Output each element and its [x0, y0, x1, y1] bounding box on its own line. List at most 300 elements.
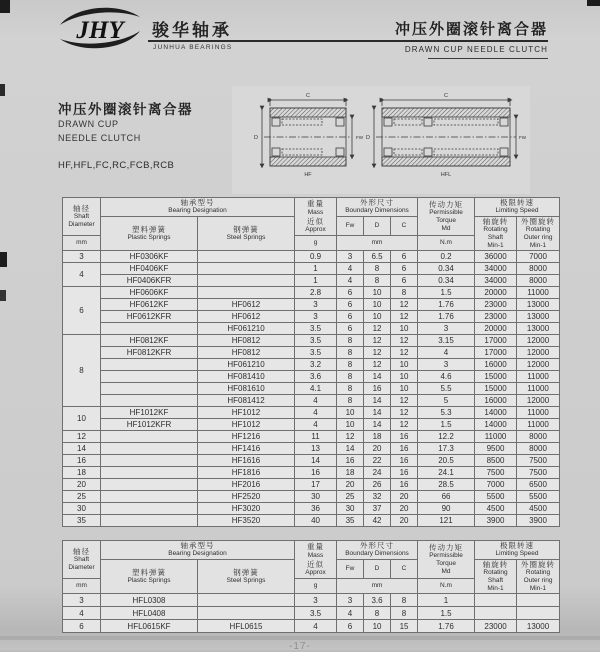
- cell-torque: 5: [418, 395, 475, 407]
- cell-rotating-outer-speed: 12000: [517, 359, 560, 371]
- spec-row: [63, 479, 560, 491]
- spec-row: [63, 251, 560, 263]
- cell-torque: 3.15: [418, 335, 475, 347]
- cell-d: 10: [364, 311, 391, 323]
- series-list: HF,HFL,FC,RC,FCB,RCB: [58, 160, 175, 171]
- cell-plastic-designation: HF0612KFR: [101, 311, 198, 323]
- drawing-label-hfl: HFL: [440, 172, 452, 178]
- page-bottom-edge: [0, 636, 600, 640]
- cell-mass: 3.5: [295, 347, 337, 359]
- cell-shaft-diameter: 4: [63, 263, 101, 287]
- cell-mass: 4: [295, 407, 337, 419]
- col-fw: Fw: [337, 216, 364, 236]
- cell-rotating-outer-speed: 11000: [517, 287, 560, 299]
- cell-rotating-shaft-speed: 14000: [475, 407, 517, 419]
- unit-nm: N.m: [418, 236, 475, 251]
- table-header: [63, 541, 560, 594]
- cell-plastic-designation: HF1012KF: [101, 407, 198, 419]
- dim-fw-label: FW: [519, 135, 526, 140]
- col-steel-springs: 钢弹簧 Steel Springs: [198, 559, 295, 594]
- cell-d: 8: [364, 263, 391, 275]
- cell-rotating-outer-speed: 8000: [517, 263, 560, 275]
- cell-rotating-shaft-speed: 34000: [475, 263, 517, 275]
- cell-steel-designation: HF061210: [198, 323, 295, 335]
- cell-rotating-outer-speed: 8000: [517, 431, 560, 443]
- cell-rotating-outer-speed: 11000: [517, 371, 560, 383]
- cell-d: 14: [364, 407, 391, 419]
- cell-torque: 1.76: [418, 311, 475, 323]
- cell-plastic-designation: [101, 515, 198, 527]
- cell-rotating-shaft-speed: 11000: [475, 431, 517, 443]
- cell-fw: 6: [337, 287, 364, 299]
- spec-row: [63, 419, 560, 431]
- col-mass: 重量 Mass 近似 Approx: [295, 541, 337, 579]
- logo-text: JHY: [76, 17, 124, 44]
- cell-fw: 6: [337, 323, 364, 335]
- cell-torque: 90: [418, 503, 475, 515]
- cell-rotating-shaft-speed: 8500: [475, 455, 517, 467]
- cell-rotating-outer-speed: 11000: [517, 407, 560, 419]
- unit-mm: mm: [63, 579, 101, 594]
- cell-c: 20: [391, 515, 418, 527]
- cell-c: 16: [391, 467, 418, 479]
- brand-name-cn: 骏华轴承: [152, 21, 232, 40]
- cell-d: 12: [364, 347, 391, 359]
- cell-mass: 4: [295, 419, 337, 431]
- cell-rotating-shaft-speed: 36000: [475, 251, 517, 263]
- cell-d: 37: [364, 503, 391, 515]
- cell-c: 6: [391, 275, 418, 287]
- dim-c-label: C: [306, 93, 310, 99]
- cell-c: 10: [391, 371, 418, 383]
- cell-fw: 30: [337, 503, 364, 515]
- cell-rotating-shaft-speed: [475, 594, 517, 607]
- cell-torque: 4.6: [418, 371, 475, 383]
- page-number: -17-: [289, 641, 311, 652]
- unit-mm: mm: [337, 579, 418, 594]
- cell-d: 10: [364, 620, 391, 633]
- cell-steel-designation: HF081410: [198, 371, 295, 383]
- cell-c: 20: [391, 503, 418, 515]
- cell-fw: 6: [337, 311, 364, 323]
- col-rotating-shaft: 轴旋转 Rotating Shaft Min-1: [475, 216, 517, 251]
- cell-plastic-designation: HFL0408: [101, 607, 198, 620]
- cell-plastic-designation: [101, 431, 198, 443]
- cell-mass: 4.1: [295, 383, 337, 395]
- cell-rotating-shaft-speed: 15000: [475, 371, 517, 383]
- cell-fw: 8: [337, 359, 364, 371]
- cell-plastic-designation: HF0406KFR: [101, 275, 198, 287]
- cell-torque: 1.5: [418, 287, 475, 299]
- col-boundary-dimensions: 外形尺寸 Boundary Dimensions: [337, 198, 418, 217]
- col-rotating-outer-ring: 外圈旋转 Rotating Outer ring Min-1: [517, 559, 560, 594]
- cell-mass: 16: [295, 467, 337, 479]
- col-mass: 重量 Mass 近似 Approx: [295, 198, 337, 236]
- cell-rotating-shaft-speed: 16000: [475, 359, 517, 371]
- cell-c: 6: [391, 251, 418, 263]
- cell-c: 8: [391, 607, 418, 620]
- section-title-cn: 冲压外圈滚针离合器: [58, 102, 193, 117]
- col-fw: Fw: [337, 559, 364, 579]
- cell-c: 12: [391, 419, 418, 431]
- col-shaft-diameter: 轴径 Shaft Diameter: [63, 198, 101, 236]
- cell-rotating-outer-speed: 3900: [517, 515, 560, 527]
- cell-shaft-diameter: 6: [63, 287, 101, 335]
- spec-row: [63, 311, 560, 323]
- cell-steel-designation: [198, 607, 295, 620]
- cell-mass: 3.5: [295, 323, 337, 335]
- cell-c: 12: [391, 299, 418, 311]
- cell-torque: 4: [418, 347, 475, 359]
- section-title-en2: NEEDLE CLUTCH: [58, 133, 141, 143]
- cell-plastic-designation: HF0812KFR: [101, 347, 198, 359]
- cell-fw: 3: [337, 594, 364, 607]
- cell-mass: 4: [295, 620, 337, 633]
- cell-mass: 36: [295, 503, 337, 515]
- cell-plastic-designation: HF0406KF: [101, 263, 198, 275]
- cell-plastic-designation: HF0306KF: [101, 251, 198, 263]
- col-steel-springs: 钢弹簧 Steel Springs: [198, 216, 295, 251]
- spec-row: [63, 299, 560, 311]
- col-limiting-speed: 极限转速 Limiting Speed: [475, 541, 560, 560]
- col-boundary-dimensions: 外形尺寸 Boundary Dimensions: [337, 541, 418, 560]
- cell-rotating-outer-speed: 12000: [517, 335, 560, 347]
- section-title-en1: DRAWN CUP: [58, 119, 119, 129]
- cell-mass: 3: [295, 311, 337, 323]
- cell-rotating-shaft-speed: 14000: [475, 419, 517, 431]
- cell-d: 24: [364, 467, 391, 479]
- cell-steel-designation: HF2016: [198, 479, 295, 491]
- cell-rotating-outer-speed: 7500: [517, 455, 560, 467]
- cell-plastic-designation: HF0612KF: [101, 299, 198, 311]
- col-c: C: [391, 559, 418, 579]
- cell-steel-designation: HF1216: [198, 431, 295, 443]
- spec-row: [63, 515, 560, 527]
- cell-rotating-shaft-speed: 4500: [475, 503, 517, 515]
- cell-fw: 3: [337, 251, 364, 263]
- cell-steel-designation: HF081610: [198, 383, 295, 395]
- cell-d: 42: [364, 515, 391, 527]
- cell-torque: 1.5: [418, 419, 475, 431]
- col-permissible-torque: 传动力矩 Permissible Torque Md: [418, 541, 475, 579]
- dim-c-label: C: [444, 93, 448, 99]
- cell-rotating-outer-speed: 8000: [517, 275, 560, 287]
- spec-row: [63, 407, 560, 419]
- cell-rotating-shaft-speed: 23000: [475, 299, 517, 311]
- cell-plastic-designation: HFL0615KF: [101, 620, 198, 633]
- cell-mass: 3: [295, 299, 337, 311]
- cell-fw: 8: [337, 371, 364, 383]
- cell-d: 12: [364, 335, 391, 347]
- cell-d: 8: [364, 275, 391, 287]
- dim-fw-label: FW: [356, 135, 363, 140]
- cell-steel-designation: HF1416: [198, 443, 295, 455]
- cell-c: 12: [391, 407, 418, 419]
- cell-shaft-diameter: 14: [63, 443, 101, 455]
- cell-fw: 18: [337, 467, 364, 479]
- cell-mass: 14: [295, 455, 337, 467]
- cell-c: 10: [391, 383, 418, 395]
- spec-row: [63, 275, 560, 287]
- cell-c: 12: [391, 395, 418, 407]
- spec-row: [63, 287, 560, 299]
- cell-fw: 16: [337, 455, 364, 467]
- cell-rotating-outer-speed: 12000: [517, 347, 560, 359]
- cell-plastic-designation: [101, 443, 198, 455]
- cell-torque: 28.5: [418, 479, 475, 491]
- cell-fw: 8: [337, 395, 364, 407]
- cell-c: 12: [391, 347, 418, 359]
- cell-mass: 1: [295, 275, 337, 287]
- col-plastic-springs: 塑料弹簧 Plastic Springs: [101, 216, 198, 251]
- cell-d: 12: [364, 359, 391, 371]
- cell-steel-designation: [198, 263, 295, 275]
- cell-d: 3.6: [364, 594, 391, 607]
- cell-torque: 5.3: [418, 407, 475, 419]
- cell-rotating-shaft-speed: 17000: [475, 335, 517, 347]
- cell-torque: 121: [418, 515, 475, 527]
- cell-steel-designation: [198, 594, 295, 607]
- cell-torque: 0.34: [418, 275, 475, 287]
- unit-g: g: [295, 236, 337, 251]
- cell-rotating-shaft-speed: 9500: [475, 443, 517, 455]
- cell-rotating-outer-speed: 7000: [517, 251, 560, 263]
- cell-d: 22: [364, 455, 391, 467]
- cell-torque: 17.3: [418, 443, 475, 455]
- cell-shaft-diameter: 25: [63, 491, 101, 503]
- col-bearing-designation: 轴承型号 Bearing Designation: [101, 198, 295, 217]
- cell-steel-designation: HF0612: [198, 299, 295, 311]
- cell-shaft-diameter: 30: [63, 503, 101, 515]
- cell-shaft-diameter: 6: [63, 620, 101, 633]
- cell-shaft-diameter: 8: [63, 335, 101, 407]
- cell-c: 15: [391, 620, 418, 633]
- cell-shaft-diameter: 10: [63, 407, 101, 431]
- col-rotating-shaft: 轴旋转 Rotating Shaft Min-1: [475, 559, 517, 594]
- cell-rotating-outer-speed: 6500: [517, 479, 560, 491]
- cell-rotating-outer-speed: 12000: [517, 395, 560, 407]
- cell-plastic-designation: HF0606KF: [101, 287, 198, 299]
- cell-fw: 12: [337, 431, 364, 443]
- cell-rotating-shaft-speed: 17000: [475, 347, 517, 359]
- cell-mass: 3.6: [295, 371, 337, 383]
- spec-row: [63, 323, 560, 335]
- cell-c: 8: [391, 287, 418, 299]
- cell-mass: 4: [295, 395, 337, 407]
- spec-row: [63, 620, 560, 633]
- cell-mass: 40: [295, 515, 337, 527]
- cell-steel-designation: HF1816: [198, 467, 295, 479]
- cell-steel-designation: [198, 287, 295, 299]
- cell-steel-designation: [198, 275, 295, 287]
- cell-fw: 10: [337, 407, 364, 419]
- cell-c: 12: [391, 335, 418, 347]
- cell-fw: 6: [337, 299, 364, 311]
- cell-rotating-shaft-speed: 5500: [475, 491, 517, 503]
- cell-rotating-shaft-speed: 23000: [475, 620, 517, 633]
- cell-plastic-designation: HFL0308: [101, 594, 198, 607]
- scan-artifact: [0, 0, 10, 13]
- cell-plastic-designation: [101, 503, 198, 515]
- cell-plastic-designation: [101, 395, 198, 407]
- cell-plastic-designation: [101, 479, 198, 491]
- cell-steel-designation: HF1012: [198, 407, 295, 419]
- cell-steel-designation: HF0812: [198, 335, 295, 347]
- spec-row: [63, 359, 560, 371]
- cell-shaft-diameter: 12: [63, 431, 101, 443]
- cell-steel-designation: HF3020: [198, 503, 295, 515]
- scan-artifact: [0, 290, 6, 301]
- cell-torque: 1.76: [418, 620, 475, 633]
- cell-shaft-diameter: 16: [63, 455, 101, 467]
- cell-mass: 11: [295, 431, 337, 443]
- cell-mass: 13: [295, 443, 337, 455]
- spec-row: [63, 467, 560, 479]
- brand-name-en: JUNHUA BEARINGS: [153, 44, 233, 51]
- col-permissible-torque: 传动力矩 Permissible Torque Md: [418, 198, 475, 236]
- cell-fw: 6: [337, 620, 364, 633]
- product-title-en: DRAWN CUP NEEDLE CLUTCH: [404, 45, 548, 54]
- cell-d: 10: [364, 287, 391, 299]
- cell-rotating-outer-speed: 5500: [517, 491, 560, 503]
- col-limiting-speed: 极限转速 Limiting Speed: [475, 198, 560, 217]
- cell-c: 10: [391, 359, 418, 371]
- cell-plastic-designation: HF1012KFR: [101, 419, 198, 431]
- cell-d: 8: [364, 607, 391, 620]
- cell-d: 14: [364, 371, 391, 383]
- spec-row: [63, 335, 560, 347]
- cell-d: 6.5: [364, 251, 391, 263]
- cell-rotating-outer-speed: 13000: [517, 299, 560, 311]
- cell-mass: 0.9: [295, 251, 337, 263]
- hfl-spec-table: [62, 540, 560, 633]
- cell-d: 26: [364, 479, 391, 491]
- col-d: D: [364, 216, 391, 236]
- cell-steel-designation: HF1616: [198, 455, 295, 467]
- scan-artifact: [0, 252, 7, 267]
- product-title-cn: 冲压外圈滚针离合器: [394, 21, 548, 38]
- cell-fw: 25: [337, 491, 364, 503]
- cell-mass: 3.2: [295, 359, 337, 371]
- col-shaft-diameter: 轴径 Shaft Diameter: [63, 541, 101, 579]
- cell-rotating-outer-speed: 13000: [517, 323, 560, 335]
- cell-torque: 1.5: [418, 607, 475, 620]
- cell-steel-designation: HF3520: [198, 515, 295, 527]
- cell-mass: 17: [295, 479, 337, 491]
- hf-spec-table: [62, 197, 560, 527]
- cell-shaft-diameter: 3: [63, 251, 101, 263]
- cell-rotating-outer-speed: [517, 607, 560, 620]
- cell-c: 10: [391, 323, 418, 335]
- cross-section-drawings: [232, 86, 530, 194]
- unit-nm: N.m: [418, 579, 475, 594]
- drawing-label-hf: HF: [304, 172, 312, 178]
- cell-d: 16: [364, 383, 391, 395]
- col-bearing-designation: 轴承型号 Bearing Designation: [101, 541, 295, 560]
- cell-rotating-outer-speed: [517, 594, 560, 607]
- cell-steel-designation: HF0812: [198, 347, 295, 359]
- col-d: D: [364, 559, 391, 579]
- cell-fw: 20: [337, 479, 364, 491]
- cell-d: 12: [364, 323, 391, 335]
- col-c: C: [391, 216, 418, 236]
- technical-drawing-panel: [232, 86, 530, 194]
- cell-fw: 4: [337, 275, 364, 287]
- cell-rotating-shaft-speed: 3900: [475, 515, 517, 527]
- cell-torque: 1: [418, 594, 475, 607]
- cell-plastic-designation: [101, 371, 198, 383]
- cell-plastic-designation: [101, 359, 198, 371]
- cell-rotating-outer-speed: 13000: [517, 620, 560, 633]
- cell-rotating-shaft-speed: 34000: [475, 275, 517, 287]
- spec-row: [63, 491, 560, 503]
- cell-rotating-outer-speed: 8000: [517, 443, 560, 455]
- cell-mass: 3.5: [295, 607, 337, 620]
- spec-row: [63, 443, 560, 455]
- cell-steel-designation: [198, 251, 295, 263]
- dim-d-label: D: [254, 135, 258, 141]
- cell-rotating-shaft-speed: 20000: [475, 323, 517, 335]
- cell-c: 6: [391, 263, 418, 275]
- cell-c: 20: [391, 491, 418, 503]
- cell-fw: 8: [337, 383, 364, 395]
- cell-torque: 66: [418, 491, 475, 503]
- cell-rotating-outer-speed: 13000: [517, 311, 560, 323]
- header-divider: [148, 40, 548, 42]
- cell-steel-designation: HF081412: [198, 395, 295, 407]
- cell-rotating-outer-speed: 11000: [517, 419, 560, 431]
- cell-plastic-designation: [101, 323, 198, 335]
- cell-c: 16: [391, 431, 418, 443]
- cell-fw: 10: [337, 419, 364, 431]
- cell-rotating-shaft-speed: [475, 607, 517, 620]
- cell-fw: 4: [337, 263, 364, 275]
- spec-row: [63, 503, 560, 515]
- cell-rotating-outer-speed: 7500: [517, 467, 560, 479]
- cell-rotating-shaft-speed: 15000: [475, 383, 517, 395]
- cell-fw: 8: [337, 347, 364, 359]
- table-header: [63, 198, 560, 251]
- scan-artifact: [587, 0, 600, 6]
- dim-d-label: D: [366, 135, 370, 141]
- cell-torque: 3: [418, 323, 475, 335]
- cell-mass: 1: [295, 263, 337, 275]
- cell-d: 32: [364, 491, 391, 503]
- cell-steel-designation: HF0612: [198, 311, 295, 323]
- col-rotating-outer-ring: 外圈旋转 Rotating Outer ring Min-1: [517, 216, 560, 251]
- cell-torque: 0.2: [418, 251, 475, 263]
- spec-row: [63, 431, 560, 443]
- cell-shaft-diameter: 3: [63, 594, 101, 607]
- cell-c: 16: [391, 443, 418, 455]
- cell-steel-designation: HF2520: [198, 491, 295, 503]
- cell-fw: 8: [337, 335, 364, 347]
- cell-rotating-shaft-speed: 20000: [475, 287, 517, 299]
- cell-rotating-shaft-speed: 7500: [475, 467, 517, 479]
- cell-c: 16: [391, 455, 418, 467]
- spec-row: [63, 607, 560, 620]
- cell-mass: 3.5: [295, 335, 337, 347]
- cell-d: 14: [364, 395, 391, 407]
- cell-d: 20: [364, 443, 391, 455]
- cell-shaft-diameter: 4: [63, 607, 101, 620]
- scan-artifact: [0, 84, 5, 96]
- cell-mass: 3: [295, 594, 337, 607]
- cell-plastic-designation: HF0812KF: [101, 335, 198, 347]
- unit-mm: mm: [337, 236, 418, 251]
- cell-fw: 14: [337, 443, 364, 455]
- cell-torque: 1.76: [418, 299, 475, 311]
